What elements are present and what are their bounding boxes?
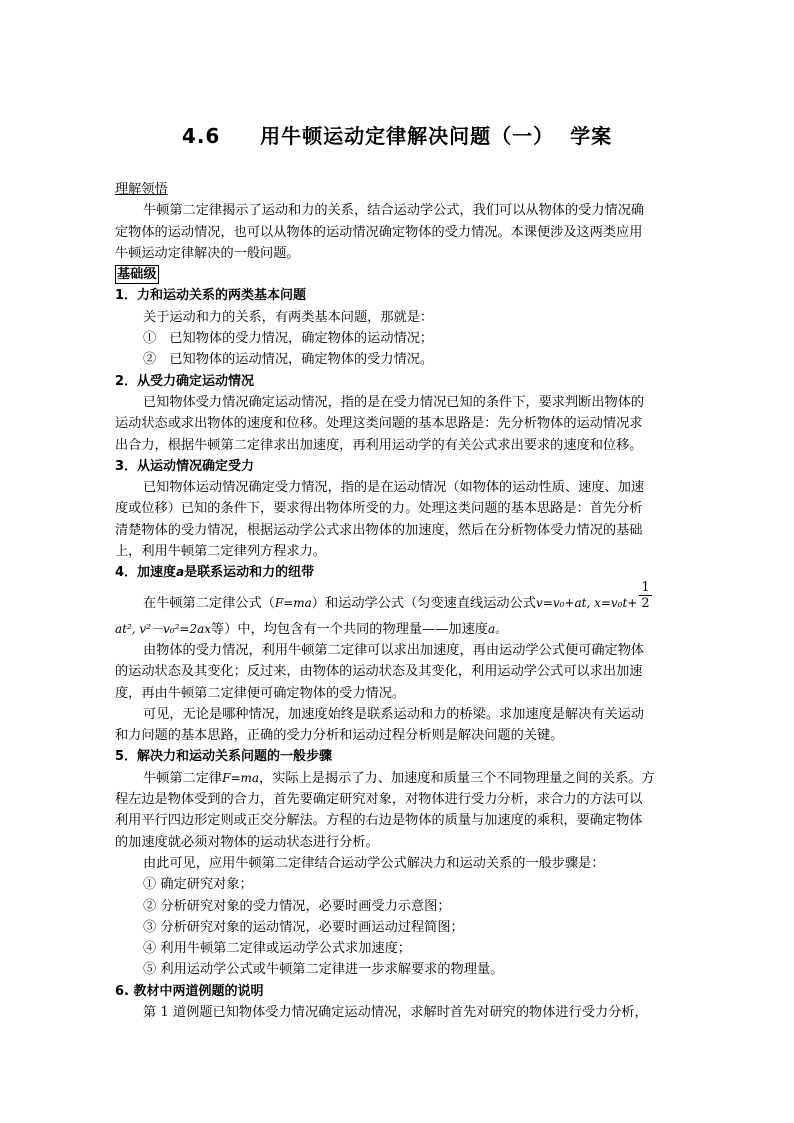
paragraph-line: 上，利用牛顿第二定律列方程求力。 <box>115 544 326 560</box>
document-body <box>115 179 683 1023</box>
paragraph-line: 的运动状态及其变化；反过来，由物体的运动状态及其变化，利用运动学公式可以求出加速 <box>115 664 643 680</box>
paragraph-line: 的加速度就必须对物体的运动状态进行分析。 <box>115 834 379 850</box>
paragraph-line: 和力问题的基本思路，正确的受力分析和运动过程分析则是解决问题的关键。 <box>115 728 564 744</box>
list-item: ② 分析研究对象的受力情况，必要时画受力示意图； <box>143 898 451 914</box>
section-heading-basic: 基础级 <box>117 267 157 283</box>
intro-line: 牛顿第二定律揭示了运动和力的关系，结合运动学公式，我们可以从物体的受力情况确 <box>143 203 645 219</box>
formula-line: at², v²－v₀²=2ax等）中，均包含有一个共同的物理量——加速度a。 <box>115 621 508 637</box>
paragraph-line: 牛顿第二定律F=ma，实际上是揭示了力、加速度和质量三个不同物理量之间的关系。方 <box>143 770 655 786</box>
fraction-one-half: $\frac{1}{2}$ <box>641 579 650 611</box>
paragraph-line: 第 1 道例题已知物体受力情况确定运动情况，求解时首先对研究的物体进行受力分析， <box>143 1004 648 1020</box>
list-item: ⑤ 利用运动学公式或牛顿第二定律进一步求解要求的物理量。 <box>143 962 504 978</box>
heading-1: 1．力和运动关系的两类基本问题 <box>115 288 307 304</box>
list-item: ② 已知物体的运动情况，确定物体的受力情况。 <box>143 352 434 368</box>
paragraph-line: 关于运动和力的关系，有两类基本问题，那就是： <box>143 309 434 325</box>
paragraph-line: 已知物体受力情况确定运动情况，指的是在受力情况已知的条件下，要求判断出物体的 <box>143 394 645 410</box>
intro-line: 牛顿运动定律解决的一般问题。 <box>115 245 300 261</box>
paragraph-line: 度，再由牛顿第二定律便可确定物体的受力情况。 <box>115 685 406 701</box>
paragraph-line: 已知物体运动情况确定受力情况，指的是在运动情况（如物体的运动性质、速度、加速 <box>143 480 645 496</box>
formula-newton: F=ma <box>274 595 312 610</box>
paragraph-line: 运动状态或求出物体的速度和位移。处理这类问题的基本思路是：先分析物体的运动情况求 <box>115 416 643 432</box>
paragraph-line: 由物体的受力情况，利用牛顿第二定律可以求出加速度，再由运动学公式便可确定物体 <box>143 642 645 658</box>
page-title: 4.6 用牛顿运动定律解决问题（一） 学案 <box>181 124 613 148</box>
heading-6: 6. 教材中两道例题的说明 <box>115 983 264 999</box>
formula-kinematics-2: at², v²－v₀²=2ax <box>115 621 212 636</box>
heading-2: 2．从受力确定运动情况 <box>115 373 255 389</box>
paragraph-line: 出合力，根据牛顿第二定律求出加速度，再利用运动学的有关公式求出要求的速度和位移。 <box>115 437 643 453</box>
paragraph-line: 度或位移）已知的条件下，要求得出物体所受的力。处理这类问题的基本思路是：首先分析 <box>115 501 643 517</box>
list-item: ① 确定研究对象； <box>143 877 253 893</box>
list-item: ④ 利用牛顿第二定律或运动学公式求加速度； <box>143 941 411 957</box>
paragraph-line: 由此可见，应用牛顿第二定律结合运动学公式解决力和运动关系的一般步骤是： <box>143 855 605 871</box>
list-item: ① 已知物体的受力情况，确定物体的运动情况； <box>143 331 434 347</box>
paragraph-line: 可见，无论是哪种情况，加速度始终是联系运动和力的桥梁。求加速度是解决有关运动 <box>143 706 645 722</box>
heading-3: 3．从运动情况确定受力 <box>115 458 255 474</box>
paragraph-line: 利用平行四边形定则或正交分解法。方程的右边是物体的质量与加速度的乘积，要确定物体 <box>115 813 643 829</box>
heading-5: 5．解决力和运动关系问题的一般步骤 <box>115 749 333 765</box>
section-heading-understand: 理解领悟 <box>115 182 168 197</box>
heading-4: 4．加速度a是联系运动和力的纽带 <box>115 565 315 581</box>
paragraph-line: 清楚物体的受力情况，根据运动学公式求出物体的加速度，然后在分析物体受力情况的基础 <box>115 522 643 538</box>
paragraph-line: 程左边是物体受到的合力，首先要确定研究对象，对物体进行受力分析，求合力的方法可以 <box>115 792 643 808</box>
formula-line: 在牛顿第二定律公式（F=ma）和运动学公式（匀变速直线运动公式v=v₀+at, x=v₀t+ $\frac{1}{2}$ <box>143 579 650 611</box>
formula-kinematics: v=v₀+at, x=v₀t+ <box>535 595 638 610</box>
list-item: ③ 分析研究对象的运动情况，必要时画运动过程简图； <box>143 919 464 935</box>
intro-line: 定物体的运动情况，也可以从物体的运动情况确定物体的受力情况。本课便涉及这两类应用 <box>115 224 643 240</box>
